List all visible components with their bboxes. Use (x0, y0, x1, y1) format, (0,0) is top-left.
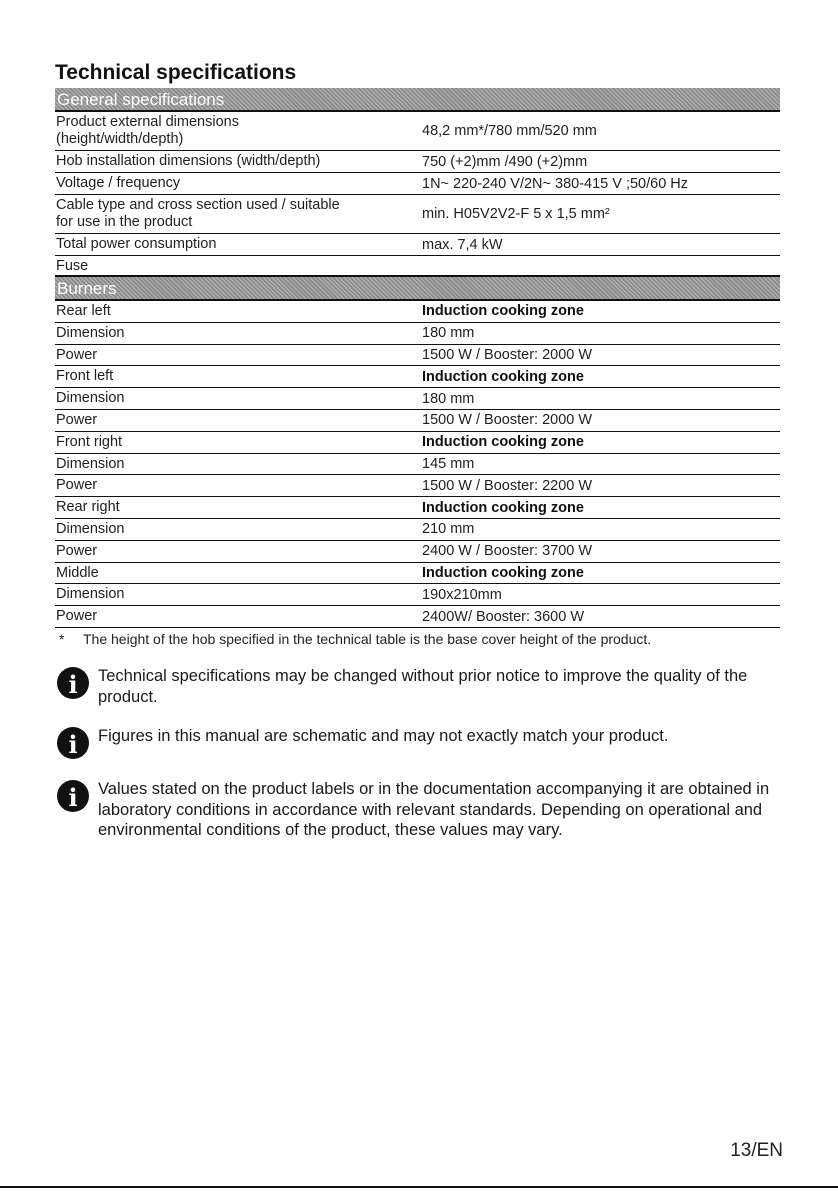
footnote (55, 628, 780, 648)
burner-label: Dimension (56, 520, 125, 537)
burner-row (55, 345, 780, 367)
page-bottom-rule (0, 1186, 838, 1188)
spec-label: Fuse (56, 258, 89, 274)
svg-text:i: i (68, 783, 78, 812)
burner-value: 190x210mm (422, 586, 502, 603)
burner-value: 1500 W / Booster: 2000 W (422, 346, 593, 363)
burner-row (55, 432, 780, 454)
footnote-text: The height of the hob specified in the technical table is the base cover height of the product. (83, 630, 652, 647)
spec-label: Voltage / frequency (56, 175, 181, 191)
info-icon (56, 779, 98, 841)
burner-value: 210 mm (422, 521, 475, 538)
burner-label: Rear right (56, 499, 120, 516)
burners-heading: Burners (55, 277, 780, 301)
spec-value (422, 256, 780, 275)
svg-text:i: i (68, 730, 78, 759)
spec-row (55, 151, 780, 173)
spec-label-line: Cable type and cross section used / suitable (56, 197, 340, 213)
burner-row (55, 366, 780, 388)
svg-text:i: i (68, 670, 78, 699)
burner-row (55, 606, 780, 628)
burner-value: 2400W/ Booster: 3600 W (422, 608, 584, 625)
general-specifications-heading: General specifications (55, 88, 780, 112)
burner-label: Power (56, 477, 98, 494)
spec-value: 1N~ 220-240 V/2N~ 380-415 V ;50/60 Hz (422, 175, 689, 192)
burner-label: Dimension (56, 586, 125, 603)
page-number: 13/EN (730, 1140, 783, 1161)
page-title: Technical specifications (55, 61, 297, 84)
spec-value: max. 7,4 kW (422, 236, 503, 253)
burner-type: Induction cooking zone (422, 499, 584, 516)
burner-label: Front right (56, 433, 123, 450)
burner-value: 1500 W / Booster: 2200 W (422, 477, 593, 494)
burner-label: Power (56, 411, 98, 428)
burner-row (55, 519, 780, 541)
info-note-text: Technical specifications may be changed without prior notice to improve the quality of the product. (98, 667, 748, 706)
burner-value: 180 mm (422, 325, 475, 342)
burner-row (55, 410, 780, 432)
burner-row (55, 497, 780, 519)
spec-label-line: (height/width/depth) (56, 131, 184, 147)
info-note (56, 779, 776, 841)
burner-label: Dimension (56, 455, 125, 472)
burner-row (55, 388, 780, 410)
info-note (56, 666, 776, 707)
spec-table (55, 88, 780, 648)
spec-label: Hob installation dimensions (width/depth) (56, 153, 321, 169)
spec-label (55, 112, 422, 150)
spec-label: Total power consumption (56, 236, 217, 252)
info-icon (56, 726, 98, 765)
burner-row (55, 541, 780, 563)
spec-label (55, 195, 422, 233)
spec-row (55, 234, 780, 256)
info-note (56, 726, 776, 765)
burner-value: 145 mm (422, 455, 475, 472)
burner-row (55, 323, 780, 345)
burner-row (55, 454, 780, 476)
spec-row (55, 173, 780, 195)
burner-type: Induction cooking zone (422, 368, 584, 385)
spec-row (55, 256, 780, 277)
spec-label-line: for use in the product (56, 214, 193, 230)
burner-label: Power (56, 608, 98, 625)
burner-value: 1500 W / Booster: 2000 W (422, 412, 593, 429)
burner-label: Rear left (56, 303, 111, 319)
burner-label: Power (56, 542, 98, 559)
burner-rows (55, 301, 780, 628)
burner-row (55, 584, 780, 606)
spec-label-line: Product external dimensions (56, 114, 239, 130)
spec-value: min. H05V2V2-F 5 x 1,5 mm² (422, 206, 610, 222)
burner-label: Front left (56, 368, 114, 385)
burner-value: 2400 W / Booster: 3700 W (422, 543, 593, 560)
info-icon (56, 666, 98, 707)
info-note-text: Figures in this manual are schematic and may not exactly match your product. (98, 727, 669, 745)
footnote-marker: * (59, 630, 65, 647)
info-note-text: Values stated on the product labels or in the documentation accompanying it are obtained in laboratory conditions in accordance with relevant standards. Depending on operational and environmental conditions of the product, these values may vary. (98, 780, 770, 839)
burner-row (55, 475, 780, 497)
spec-row (55, 112, 780, 151)
burner-type: Induction cooking zone (422, 434, 584, 451)
burner-label: Power (56, 346, 98, 363)
burner-row (55, 563, 780, 585)
burner-label: Dimension (56, 390, 125, 407)
burner-type: Induction cooking zone (422, 303, 584, 320)
burner-row (55, 301, 780, 323)
spec-value: 48,2 mm*/780 mm/520 mm (422, 123, 597, 139)
spec-row (55, 195, 780, 234)
burner-value: 180 mm (422, 390, 475, 407)
spec-value: 750 (+2)mm /490 (+2)mm (422, 153, 588, 170)
burner-label: Dimension (56, 324, 125, 341)
burner-type: Induction cooking zone (422, 564, 584, 581)
burner-label: Middle (56, 564, 99, 581)
